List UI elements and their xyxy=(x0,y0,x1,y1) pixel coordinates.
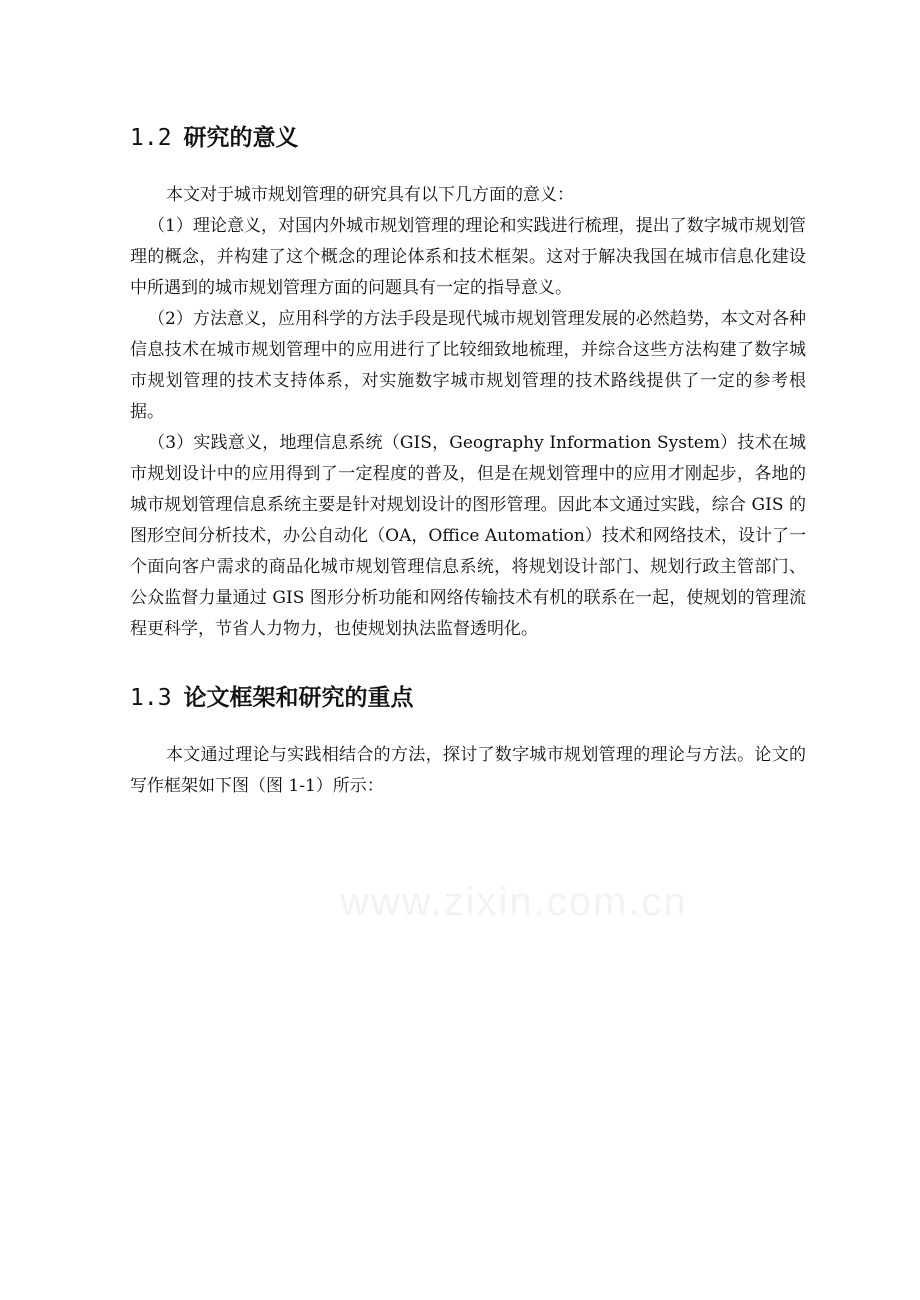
paragraph-theory: （1）理论意义，对国内外城市规划管理的理论和实践进行梳理，提出了数字城市规划管理的概念，并构建了这个概念的理论体系和技术框架。这对于解决我国在城市信息化建设中所遇到的城市规划管理方面的问题具有一定的指导意义。 xyxy=(130,216,806,298)
section-title: 研究的意义 xyxy=(183,125,299,151)
section-number: 1.3 xyxy=(130,685,172,711)
paragraph-framework: 本文通过理论与实践相结合的方法，探讨了数字城市规划管理的理论与方法。论文的写作框架如下图（图 1-1）所示： xyxy=(130,745,806,796)
section-heading-1-3 xyxy=(130,678,806,718)
paragraph-method: （2）方法意义，应用科学的方法手段是现代城市规划管理发展的必然趋势，本文对各种信息技术在城市规划管理中的应用进行了比较细致地梳理，并综合这些方法构建了数字城市规划管理的技术支持体系，对实施数字城市规划管理的技术路线提供了一定的参考根据。 xyxy=(130,309,806,422)
paragraph-practice: （3）实践意义，地理信息系统（GIS，Geography Information System）技术在城市规划设计中的应用得到了一定程度的普及，但是在规划管理中的应用才刚起步，各地的城市规划管理信息系统主要是针对规划设计的图形管理。因此本文通过实践，综合 GIS 的图形空间分析技术，办公自动化（OA，Office Automation）技术和网络技术，设计了一个面向客户需求的商品化城市规划管理信息系统，将规划设计部门、规划行政主管部门、公众监督力量通过 GIS 图形分析功能和网络传输技术有机的联系在一起，使规划的管理流程更科学，节省人力物力，也使规划执法监督透明化。 xyxy=(130,433,806,639)
section-title: 论文框架和研究的重点 xyxy=(183,685,414,711)
section-number: 1.2 xyxy=(130,125,172,151)
watermark: www.zixin.com.cn xyxy=(340,880,688,924)
section-heading-1-2 xyxy=(130,118,806,158)
paragraph-intro: 本文对于城市规划管理的研究具有以下几方面的意义： xyxy=(166,185,574,205)
page-content xyxy=(130,118,806,802)
